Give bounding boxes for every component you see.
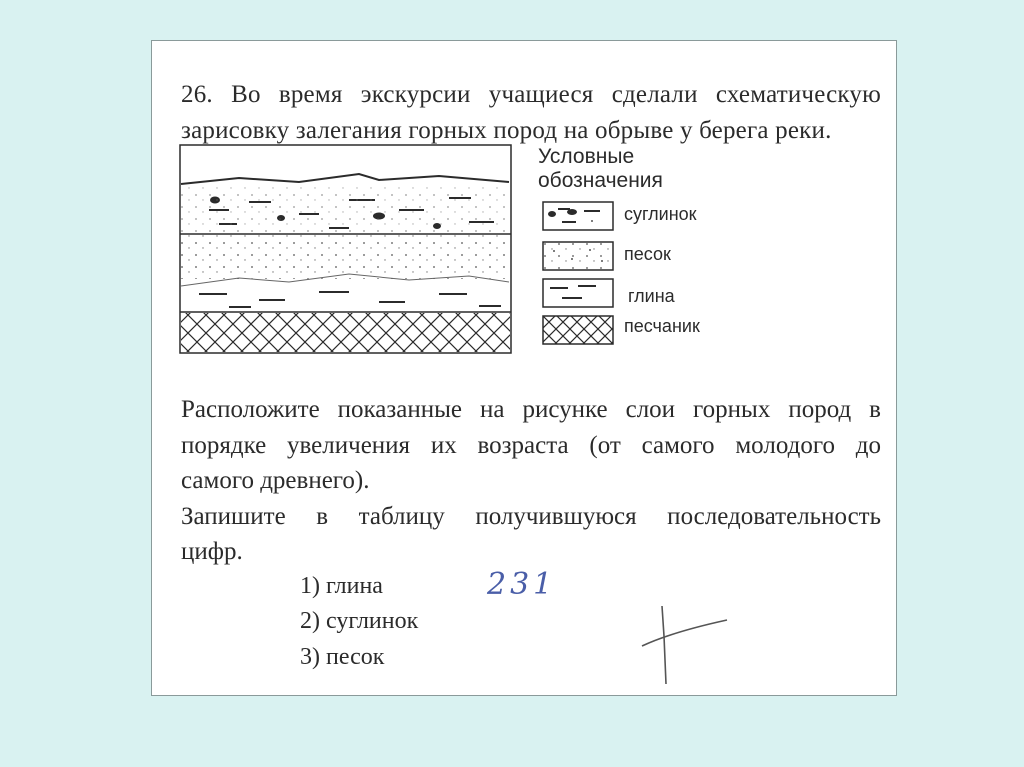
handwritten-answer: 231 xyxy=(487,567,557,602)
legend-swatch-sandstone xyxy=(542,315,614,345)
legend-label-sand: песок xyxy=(624,244,671,264)
question-line-1: 26. Во время экскурсии учащиеся сделали схематическую xyxy=(181,81,881,108)
legend-title: Условные обозначения xyxy=(538,145,663,192)
task-line-4: Запишите в таблицу получившуюся последовательность xyxy=(181,503,881,530)
sand-layer xyxy=(181,235,510,279)
task-line-5: цифр. xyxy=(181,538,243,565)
legend-label-clay: глина xyxy=(628,286,675,306)
option-3: 3) песок xyxy=(300,644,385,670)
option-2: 2) суглинок xyxy=(300,608,419,634)
checkmark-icon xyxy=(632,596,752,686)
task-line-3: самого древнего). xyxy=(181,467,370,494)
legend-swatch-clay xyxy=(542,278,614,308)
legend-label-loam: суглинок xyxy=(624,204,697,224)
question-line-2: зарисовку залегания горных пород на обрыве у берега реки. xyxy=(181,117,832,144)
legend-swatch-sand xyxy=(542,241,614,271)
task-line-2: порядке увеличения их возраста (от самого молодого до xyxy=(181,432,881,459)
legend-label-sandstone: песчаник xyxy=(624,316,700,336)
legend-swatch-loam xyxy=(542,201,614,231)
rock-layers-figure xyxy=(179,144,519,356)
sandstone-layer xyxy=(181,313,510,352)
task-line-1: Расположите показанные на рисунке слои горных пород в xyxy=(181,396,881,423)
worksheet-page xyxy=(151,40,897,696)
option-1: 1) глина xyxy=(300,573,383,599)
